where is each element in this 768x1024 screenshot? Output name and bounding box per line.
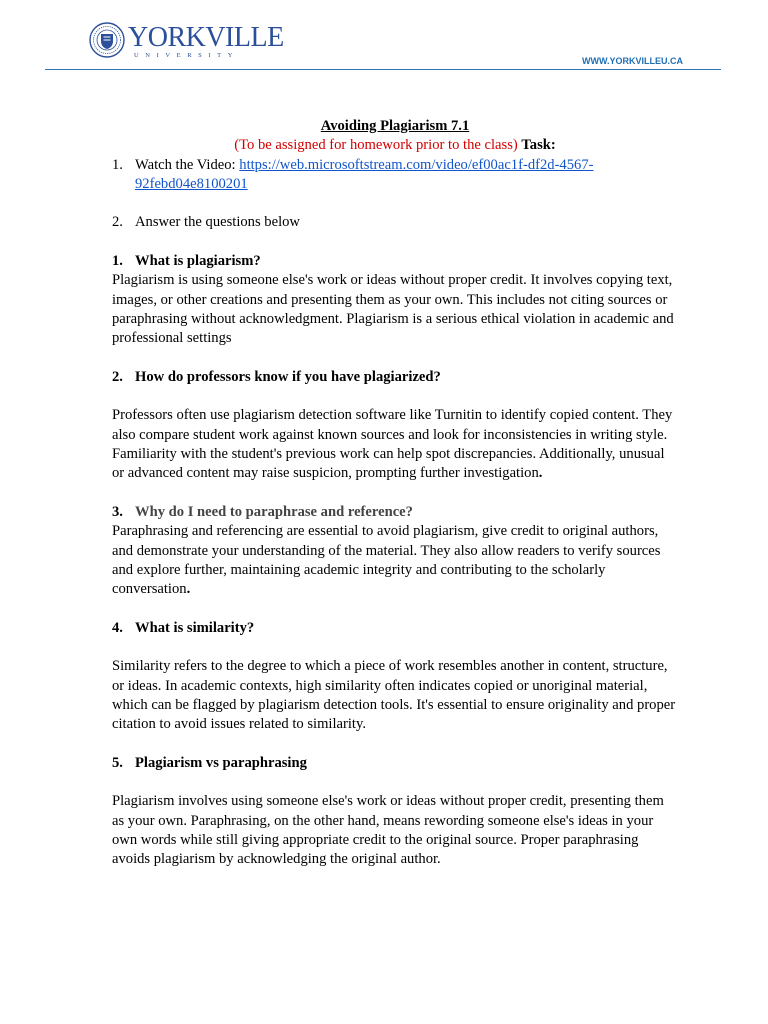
video-link-continued[interactable]: 92febd04e8100201	[135, 175, 248, 192]
website-url[interactable]: WWW.YORKVILLEU.CA	[582, 56, 683, 66]
answer-paragraph: Plagiarism involves using someone else's work or ideas without proper credit, presenting them as your own. Paraphrasing, on the other hand, means rewording someone else's ideas in your own words while still giving appropriate credit to the original source. Proper paraphrasing avoids plagiarism by acknowledging the original author.	[112, 793, 664, 868]
answer-paragraph: Plagiarism is using someone else's work or ideas without proper credit. It involves copying text, images, or other creations and presenting them as your own. This includes not citing sources or paraphrasing without acknowledgment. Plagiarism is a serious ethical violation in academic and professional settings	[112, 272, 674, 347]
question-heading: 2. How do professors know if you have plagiarized?	[112, 368, 678, 387]
university-seal-icon	[89, 22, 125, 58]
question-text: What is plagiarism?	[135, 253, 261, 270]
task-step	[112, 213, 678, 232]
answer-paragraph: Paraphrasing and referencing are essential to avoid plagiarism, give credit to original authors, and demonstrate your understanding of the material. They also allow readers to verify sources and explore further, maintaining academic integrity and contributing to the scholarly conversation.	[112, 523, 661, 598]
document-body	[112, 117, 678, 870]
homework-note: (To be assigned for homework prior to the class)	[234, 137, 518, 154]
step-text: Watch the Video: https://web.microsoftstream.com/video/ef00ac1f-df2d-4567- 92febd04e8100201	[135, 156, 594, 192]
question-heading: 5. Plagiarism vs paraphrasing	[112, 754, 678, 773]
header-divider	[45, 69, 721, 70]
task-label: Task:	[521, 137, 556, 154]
document-title: Avoiding Plagiarism 7.1	[320, 118, 470, 134]
university-logo-subtitle: UNIVERSITY	[134, 52, 239, 59]
question-text: How do professors know if you have plagiarized?	[135, 368, 441, 385]
page-header	[0, 0, 768, 72]
task-steps	[112, 156, 678, 233]
answer-paragraph: Similarity refers to the degree to which a piece of work resembles another in content, structure, or ideas. In academic contexts, high similarity often indicates copied or unoriginal material, which can be flagged by plagiarism detection tools. It's essential to ensure originality and proper citation to avoid issues related to similarity.	[112, 658, 676, 733]
assignment-note	[112, 136, 678, 155]
question-heading: 4. What is similarity?	[112, 619, 678, 638]
question-text: Plagiarism vs paraphrasing	[135, 754, 307, 771]
question-heading: 1. What is plagiarism?	[112, 252, 678, 271]
video-link[interactable]: https://web.microsoftstream.com/video/ef00ac1f-df2d-4567-	[239, 156, 594, 173]
question-heading: 3. Why do I need to paraphrase and reference?	[112, 503, 678, 522]
answer-paragraph: Professors often use plagiarism detection software like Turnitin to identify copied content. They also compare student work against known sources and look for inconsistencies in writing style. Familiarity with the student's previous work can help spot discrepancies. Additionally, unusual or advanced content may raise suspicion, prompting further investigation.	[112, 407, 673, 482]
university-logo-wordmark: YORKVILLE	[128, 22, 284, 53]
step-number: 1.	[112, 156, 123, 173]
task-step	[112, 156, 678, 195]
question-text: What is similarity?	[135, 619, 255, 636]
step-text: Answer the questions below	[135, 214, 300, 231]
step-number: 2.	[112, 214, 123, 231]
question-text: Why do I need to paraphrase and reference?	[135, 503, 413, 520]
